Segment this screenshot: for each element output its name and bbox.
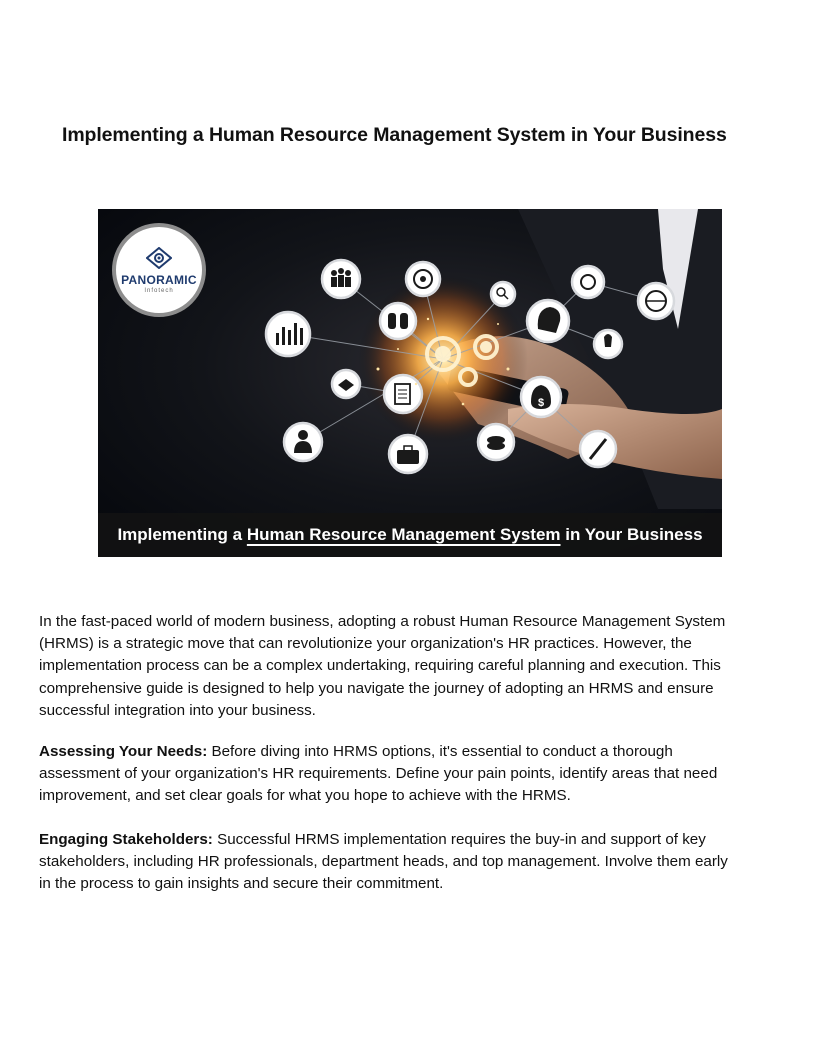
intro-text: In the fast-paced world of modern business, adopting a robust Human Resource Management System (HRMS) is a strategic move that can revolutionize your organization's HR practices. However, the implementation process can be a complex undertaking, requiring careful planning and execution. This comprehensive guide is designed to help you navigate the journey of adopting an HRMS and ensure successful integration into your business. [39, 613, 726, 719]
page-title: Implementing a Human Resource Management System in Your Business [62, 124, 727, 146]
binoculars-icon [380, 303, 416, 339]
company-logo [112, 223, 206, 317]
engaging-stakeholders-paragraph [39, 829, 729, 896]
engaging-stakeholders-text: Successful HRMS implementation requires the buy-in and support of key stakeholders, including HR professionals, department heads, and top management. Involve them early in the process to gain insights and secure their commitment. [39, 831, 728, 893]
network-icon [572, 266, 604, 298]
search-icon [491, 282, 515, 306]
assessing-needs-paragraph [39, 741, 729, 808]
banner-caption [98, 513, 722, 557]
engaging-stakeholders-heading: Engaging Stakeholders: [39, 831, 213, 848]
logo-subtitle: Infotech [144, 287, 174, 294]
caption-highlight: Human Resource Management System [246, 525, 561, 544]
assessing-needs-text: Before diving into HRMS options, it's essential to conduct a thorough assessment of your organization's HR requirements. Define your pain points, identify areas that need improvement, and set clear goals for what you hope to achieve with the HRMS. [39, 743, 718, 805]
intro-paragraph [39, 611, 729, 722]
assessing-needs-heading: Assessing Your Needs: [39, 743, 208, 760]
caption-suffix: in Your Business [565, 525, 703, 544]
svg-text:$: $ [537, 397, 545, 409]
caption-prefix: Implementing a [117, 525, 243, 544]
logo-brand: PANORAMIC [121, 272, 197, 287]
eye-logo-icon [146, 247, 172, 269]
hero-image [98, 209, 722, 557]
